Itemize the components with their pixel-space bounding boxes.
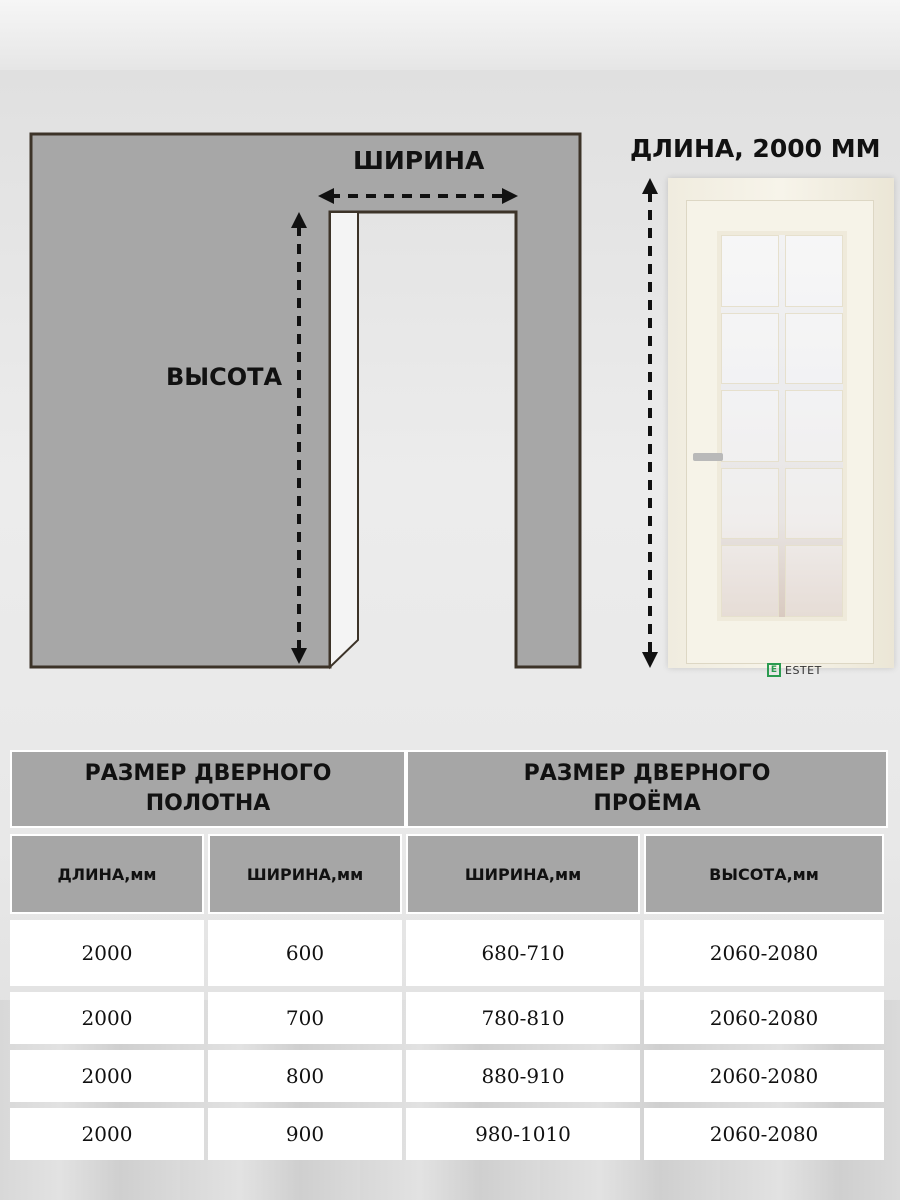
table-cell: 2000: [10, 1108, 204, 1160]
brand-logo-icon: E: [767, 663, 781, 677]
door-handle: [693, 453, 723, 461]
table-row: [10, 1050, 888, 1102]
table-cell: 2000: [10, 1050, 204, 1102]
height-label: ВЫСОТА: [166, 363, 283, 391]
group-header-label: РАЗМЕР ДВЕРНОГО ПОЛОТНА: [84, 761, 332, 816]
length-arrow-top-head: [642, 178, 658, 194]
jamb-reveal: [330, 212, 358, 667]
glass-pane: [785, 545, 843, 617]
table-cell: 780-810: [406, 992, 640, 1044]
glass-pane: [785, 390, 843, 462]
glass-pane: [721, 390, 779, 462]
glass-pane: [721, 468, 779, 540]
table-cell: 980-1010: [406, 1108, 640, 1160]
table-cell: 680-710: [406, 920, 640, 986]
table-cell: 2060-2080: [644, 920, 884, 986]
table-cell: 600: [208, 920, 402, 986]
table-cell: 2060-2080: [644, 1108, 884, 1160]
size-table: [10, 750, 888, 1160]
glass-pane: [721, 313, 779, 385]
table-cell: 2000: [10, 992, 204, 1044]
table-cell: 2060-2080: [644, 1050, 884, 1102]
length-label: ДЛИНА, 2000 ММ: [630, 134, 881, 163]
group-header-door-opening: [406, 750, 888, 828]
glass-pane: [721, 545, 779, 617]
table-row: [10, 992, 888, 1044]
table-group-header-row: [10, 750, 888, 828]
width-label: ШИРИНА: [353, 146, 485, 175]
door-glass-panel: [717, 231, 847, 621]
table-cell: 2000: [10, 920, 204, 986]
table-cell: 880-910: [406, 1050, 640, 1102]
brand-logo-text: ESTET: [785, 663, 822, 677]
column-header-opening-width: ШИРИНА,мм: [406, 834, 640, 914]
length-arrow-bottom-head: [642, 652, 658, 668]
brand-logo: [767, 663, 822, 677]
table-cell: 900: [208, 1108, 402, 1160]
door-image: [668, 178, 894, 677]
table-cell: 800: [208, 1050, 402, 1102]
glass-pane: [785, 313, 843, 385]
column-header-opening-height: ВЫСОТА,мм: [644, 834, 884, 914]
glass-pane: [721, 235, 779, 307]
door-leaf: [686, 200, 874, 677]
table-row: [10, 1108, 888, 1160]
glass-pane: [785, 235, 843, 307]
table-row: [10, 920, 888, 986]
group-header-door-leaf: [10, 750, 406, 828]
column-header-leaf-width: ШИРИНА,мм: [208, 834, 402, 914]
glass-pane: [785, 468, 843, 540]
table-cell: 700: [208, 992, 402, 1044]
wall-shape: [31, 134, 580, 667]
table-column-header-row: [10, 834, 888, 914]
table-cell: 2060-2080: [644, 992, 884, 1044]
group-header-label: РАЗМЕР ДВЕРНОГО ПРОЁМА: [523, 761, 771, 816]
column-header-leaf-length: ДЛИНА,мм: [10, 834, 204, 914]
